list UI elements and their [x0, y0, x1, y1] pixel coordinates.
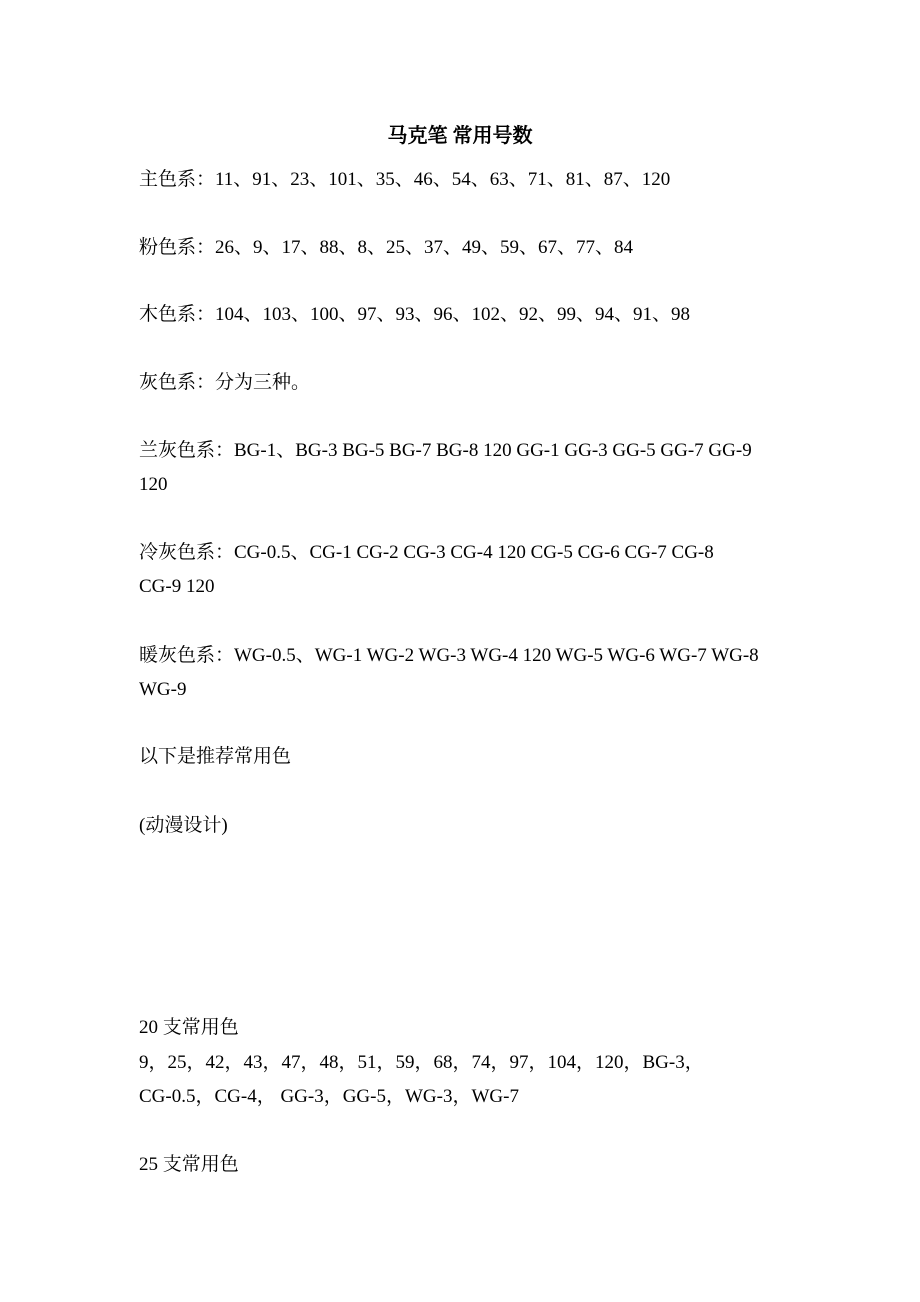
- main-colors-line: 主色系：11、91、23、101、35、46、54、63、71、81、87、120: [139, 169, 671, 190]
- pink-colors-line: 粉色系：26、9、17、88、8、25、37、49、59、67、77、84: [139, 237, 634, 258]
- blue-gray-line-2: 120: [139, 474, 168, 495]
- set20-line-1: 9，25，42，43，47，48，51，59，68，74，97，104，120，BG-3，: [139, 1052, 704, 1073]
- cool-gray-line-1: 冷灰色系：CG-0.5、CG-1 CG-2 CG-3 CG-4 120 CG-5 CG-6 CG-7 CG-8: [139, 542, 714, 563]
- recommended-heading: 以下是推荐常用色: [139, 746, 292, 767]
- wood-colors-line: 木色系：104、103、100、97、93、96、102、92、99、94、91、98: [139, 304, 691, 325]
- warm-gray-line-2: WG-9: [139, 679, 187, 700]
- gray-colors-line: 灰色系：分为三种。: [139, 372, 311, 393]
- anime-design-label: (动漫设计): [139, 815, 228, 836]
- set25-heading: 25 支常用色: [139, 1154, 239, 1175]
- set20-line-2: CG-0.5，CG-4， GG-3，GG-5，WG-3，WG-7: [139, 1086, 519, 1107]
- cool-gray-line-2: CG-9 120: [139, 576, 215, 597]
- blue-gray-line-1: 兰灰色系：BG-1、BG-3 BG-5 BG-7 BG-8 120 GG-1 GG-3 GG-5 GG-7 GG-9: [139, 440, 752, 461]
- warm-gray-line-1: 暖灰色系：WG-0.5、WG-1 WG-2 WG-3 WG-4 120 WG-5 WG-6 WG-7 WG-8: [139, 645, 759, 666]
- set20-heading: 20 支常用色: [139, 1017, 239, 1038]
- page-title: 马克笔 常用号数: [387, 125, 533, 147]
